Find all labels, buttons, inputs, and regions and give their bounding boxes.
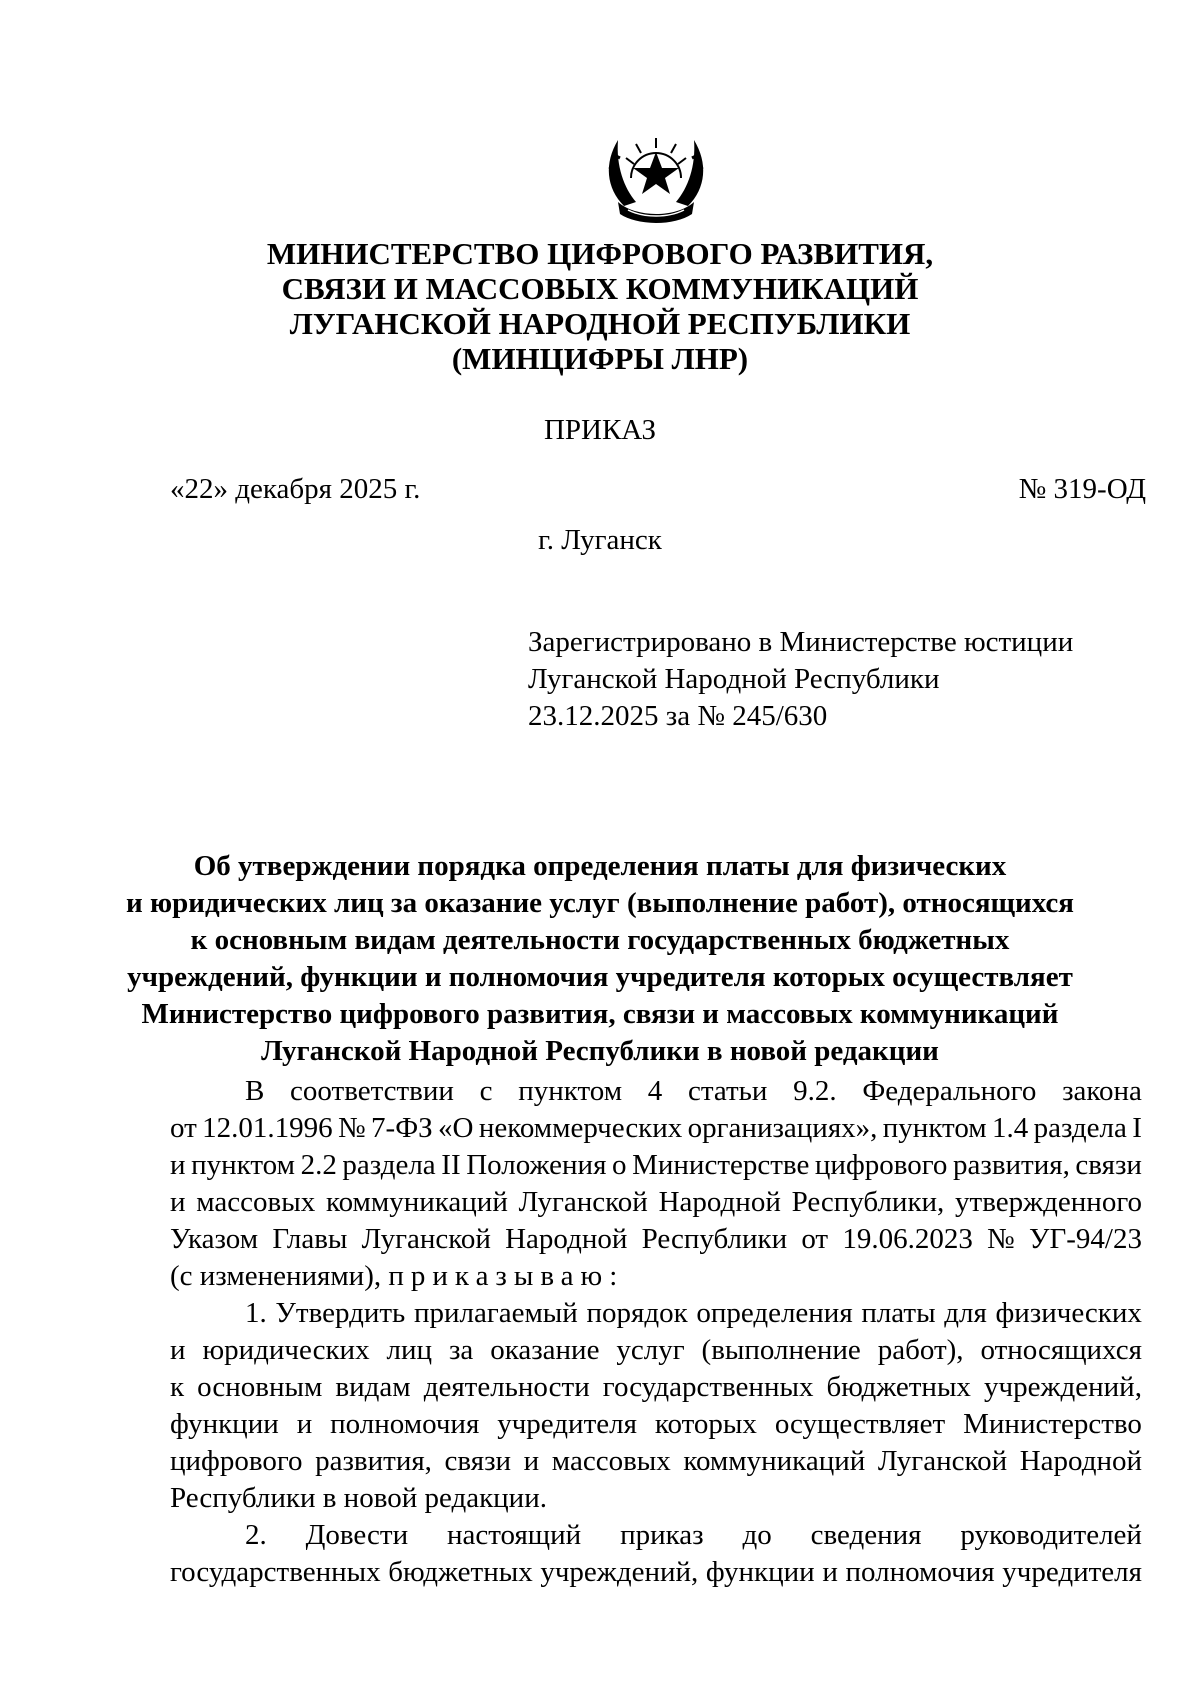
item-line: Республики в новой редакции.	[170, 1482, 547, 1514]
word: видам	[335, 1371, 411, 1403]
word: за	[448, 1334, 474, 1366]
word: статьи	[687, 1075, 768, 1107]
word: учредителя	[497, 1408, 637, 1440]
subject-line: Луганской Народной Республики в новой редакции	[261, 1035, 939, 1067]
word: осуществляет	[774, 1408, 946, 1440]
word: Республики,	[791, 1186, 945, 1218]
word: 2.	[245, 1519, 267, 1551]
word: Указом	[170, 1223, 259, 1255]
word: Положения	[466, 1149, 607, 1181]
word: (выполнение	[701, 1334, 861, 1366]
subject-line: и юридических лиц за оказание услуг (выполнение работ), относящихся	[126, 887, 1074, 919]
word: Луганской	[877, 1445, 1008, 1477]
ministry-line: ЛУГАНСКОЙ НАРОДНОЙ РЕСПУБЛИКИ	[289, 306, 911, 341]
word: В	[245, 1075, 265, 1107]
word: учреждений,	[540, 1556, 699, 1588]
word: и	[822, 1556, 838, 1588]
subject-line: учреждений, функции и полномочия учредителя которых осуществляет	[127, 961, 1073, 993]
word: государственных	[602, 1371, 814, 1403]
word: государственных	[170, 1556, 381, 1588]
item-line	[170, 1406, 1142, 1443]
word: до	[742, 1519, 772, 1551]
preamble-line	[170, 1184, 1142, 1221]
word: пунктом	[882, 1112, 987, 1144]
word: и	[296, 1408, 313, 1440]
word: Утвердить	[275, 1297, 406, 1329]
registration-line: Луганской Народной Республики	[528, 663, 940, 695]
word: Министерстве	[632, 1149, 810, 1181]
ministry-header	[0, 236, 1200, 376]
item-line	[170, 1554, 1142, 1591]
word: развития,	[953, 1149, 1070, 1181]
word: с	[479, 1075, 493, 1107]
ministry-line: МИНИСТЕРСТВО ЦИФРОВОГО РАЗВИТИЯ,	[266, 236, 934, 271]
word: №	[338, 1112, 366, 1144]
word: 7-ФЗ	[371, 1112, 433, 1144]
word: пунктом	[191, 1149, 295, 1181]
order-number: № 319-ОД	[1018, 473, 1146, 505]
word: которых	[654, 1408, 757, 1440]
document-type: ПРИКАЗ	[543, 414, 657, 446]
word: 19.06.2023	[842, 1223, 973, 1255]
word: №	[987, 1223, 1015, 1255]
word: Федерального	[862, 1075, 1037, 1107]
word: некоммерческих	[478, 1112, 683, 1144]
word: основным	[197, 1371, 323, 1403]
subject-line: Министерство цифрового развития, связи и массовых коммуникаций	[141, 998, 1059, 1030]
word: 4	[647, 1075, 663, 1107]
word: функции	[705, 1556, 815, 1588]
item-line	[170, 1295, 1142, 1332]
word: учредителя	[1002, 1556, 1142, 1588]
word: юридических	[202, 1334, 370, 1366]
word: Главы	[272, 1223, 348, 1255]
subject-line: к основным видам деятельности государственных бюджетных	[190, 924, 1010, 956]
preamble-line	[170, 1073, 1142, 1110]
registration-line: Зарегистрировано в Министерстве юстиции	[528, 626, 1074, 658]
registration-line: 23.12.2025 за № 245/630	[528, 700, 828, 732]
word: учреждений,	[984, 1371, 1142, 1403]
word: 2.2	[300, 1149, 337, 1181]
word: раздела	[1033, 1112, 1127, 1144]
preamble-line	[170, 1147, 1142, 1184]
word: сведения	[810, 1519, 922, 1551]
word: Луганской	[518, 1186, 648, 1218]
word: массовых	[551, 1445, 671, 1477]
preamble-paragraph	[170, 1073, 1142, 1295]
word: организациях»,	[687, 1112, 878, 1144]
word: прилагаемый	[413, 1297, 578, 1329]
word: развития,	[315, 1445, 432, 1477]
word: для	[944, 1297, 987, 1329]
word: раздела	[342, 1149, 436, 1181]
ministry-line: (МИНЦИФРЫ ЛНР)	[451, 341, 749, 376]
decree-word: приказываю:	[388, 1260, 625, 1292]
word: соответствии	[290, 1075, 454, 1107]
order-date: «22» декабря 2025 г.	[170, 473, 421, 505]
word: и	[170, 1334, 186, 1366]
word: «О	[438, 1112, 474, 1144]
word: Народной	[505, 1223, 628, 1255]
word: Луганской	[361, 1223, 491, 1255]
item-line	[170, 1517, 1142, 1554]
word: Министерство	[963, 1408, 1142, 1440]
ministry-line: СВЯЗИ И МАССОВЫХ КОММУНИКАЦИЙ	[281, 271, 919, 306]
word: деятельности	[423, 1371, 590, 1403]
word: цифрового	[814, 1149, 948, 1181]
word: Народной	[658, 1186, 781, 1218]
word: Довести	[305, 1519, 409, 1551]
word: закона	[1062, 1075, 1142, 1107]
word: массовых	[196, 1186, 316, 1218]
word: 1.4	[991, 1112, 1029, 1144]
word: лиц	[386, 1334, 433, 1366]
word: и	[170, 1149, 186, 1181]
item-line	[170, 1332, 1142, 1369]
word: бюджетных	[826, 1371, 971, 1403]
word: к	[170, 1371, 185, 1403]
coat-of-arms-icon	[596, 118, 716, 228]
word: цифрового	[170, 1445, 303, 1477]
word: полномочия	[845, 1556, 995, 1588]
item-line	[170, 1369, 1142, 1406]
word: порядок	[586, 1297, 688, 1329]
word: утвержденного	[955, 1186, 1142, 1218]
registration-block	[528, 624, 1073, 735]
word: относящихся	[980, 1334, 1142, 1366]
word: работ),	[877, 1334, 964, 1366]
word: платы	[861, 1297, 936, 1329]
subject-line: Об утверждении порядка определения платы для физических	[193, 850, 1007, 882]
word: 12.01.1996	[202, 1112, 333, 1144]
item-2-paragraph	[170, 1517, 1142, 1591]
word: пунктом	[518, 1075, 623, 1107]
word: от	[801, 1223, 829, 1255]
preamble-last-text: (с изменениями),	[170, 1260, 389, 1292]
subject-heading	[0, 848, 1200, 1070]
word: о	[612, 1149, 627, 1181]
word: 9.2.	[793, 1075, 837, 1107]
item-line	[170, 1443, 1142, 1480]
word: УГ-94/23	[1028, 1223, 1142, 1255]
word: руководителей	[960, 1519, 1142, 1551]
word: от	[170, 1112, 197, 1144]
word: I	[1132, 1112, 1142, 1144]
word: II	[441, 1149, 461, 1181]
word: определения	[696, 1297, 853, 1329]
city: г. Луганск	[538, 524, 662, 556]
word: коммуникаций	[683, 1445, 866, 1477]
preamble-line	[170, 1110, 1142, 1147]
word: функции	[170, 1408, 279, 1440]
word: и	[523, 1445, 540, 1477]
word: услуг	[616, 1334, 685, 1366]
word: физических	[995, 1297, 1142, 1329]
word: связи	[1075, 1149, 1142, 1181]
word: коммуникаций	[325, 1186, 508, 1218]
word: полномочия	[330, 1408, 480, 1440]
item-1-paragraph	[170, 1295, 1142, 1517]
word: Республики	[641, 1223, 788, 1255]
word: оказание	[490, 1334, 600, 1366]
word: настоящий	[446, 1519, 582, 1551]
word: бюджетных	[388, 1556, 533, 1588]
word: 1.	[245, 1297, 267, 1329]
word: связи	[444, 1445, 512, 1477]
preamble-line	[170, 1221, 1142, 1258]
word: приказ	[620, 1519, 704, 1551]
word: Народной	[1019, 1445, 1142, 1477]
preamble-line	[170, 1258, 1142, 1295]
word: и	[170, 1186, 186, 1218]
